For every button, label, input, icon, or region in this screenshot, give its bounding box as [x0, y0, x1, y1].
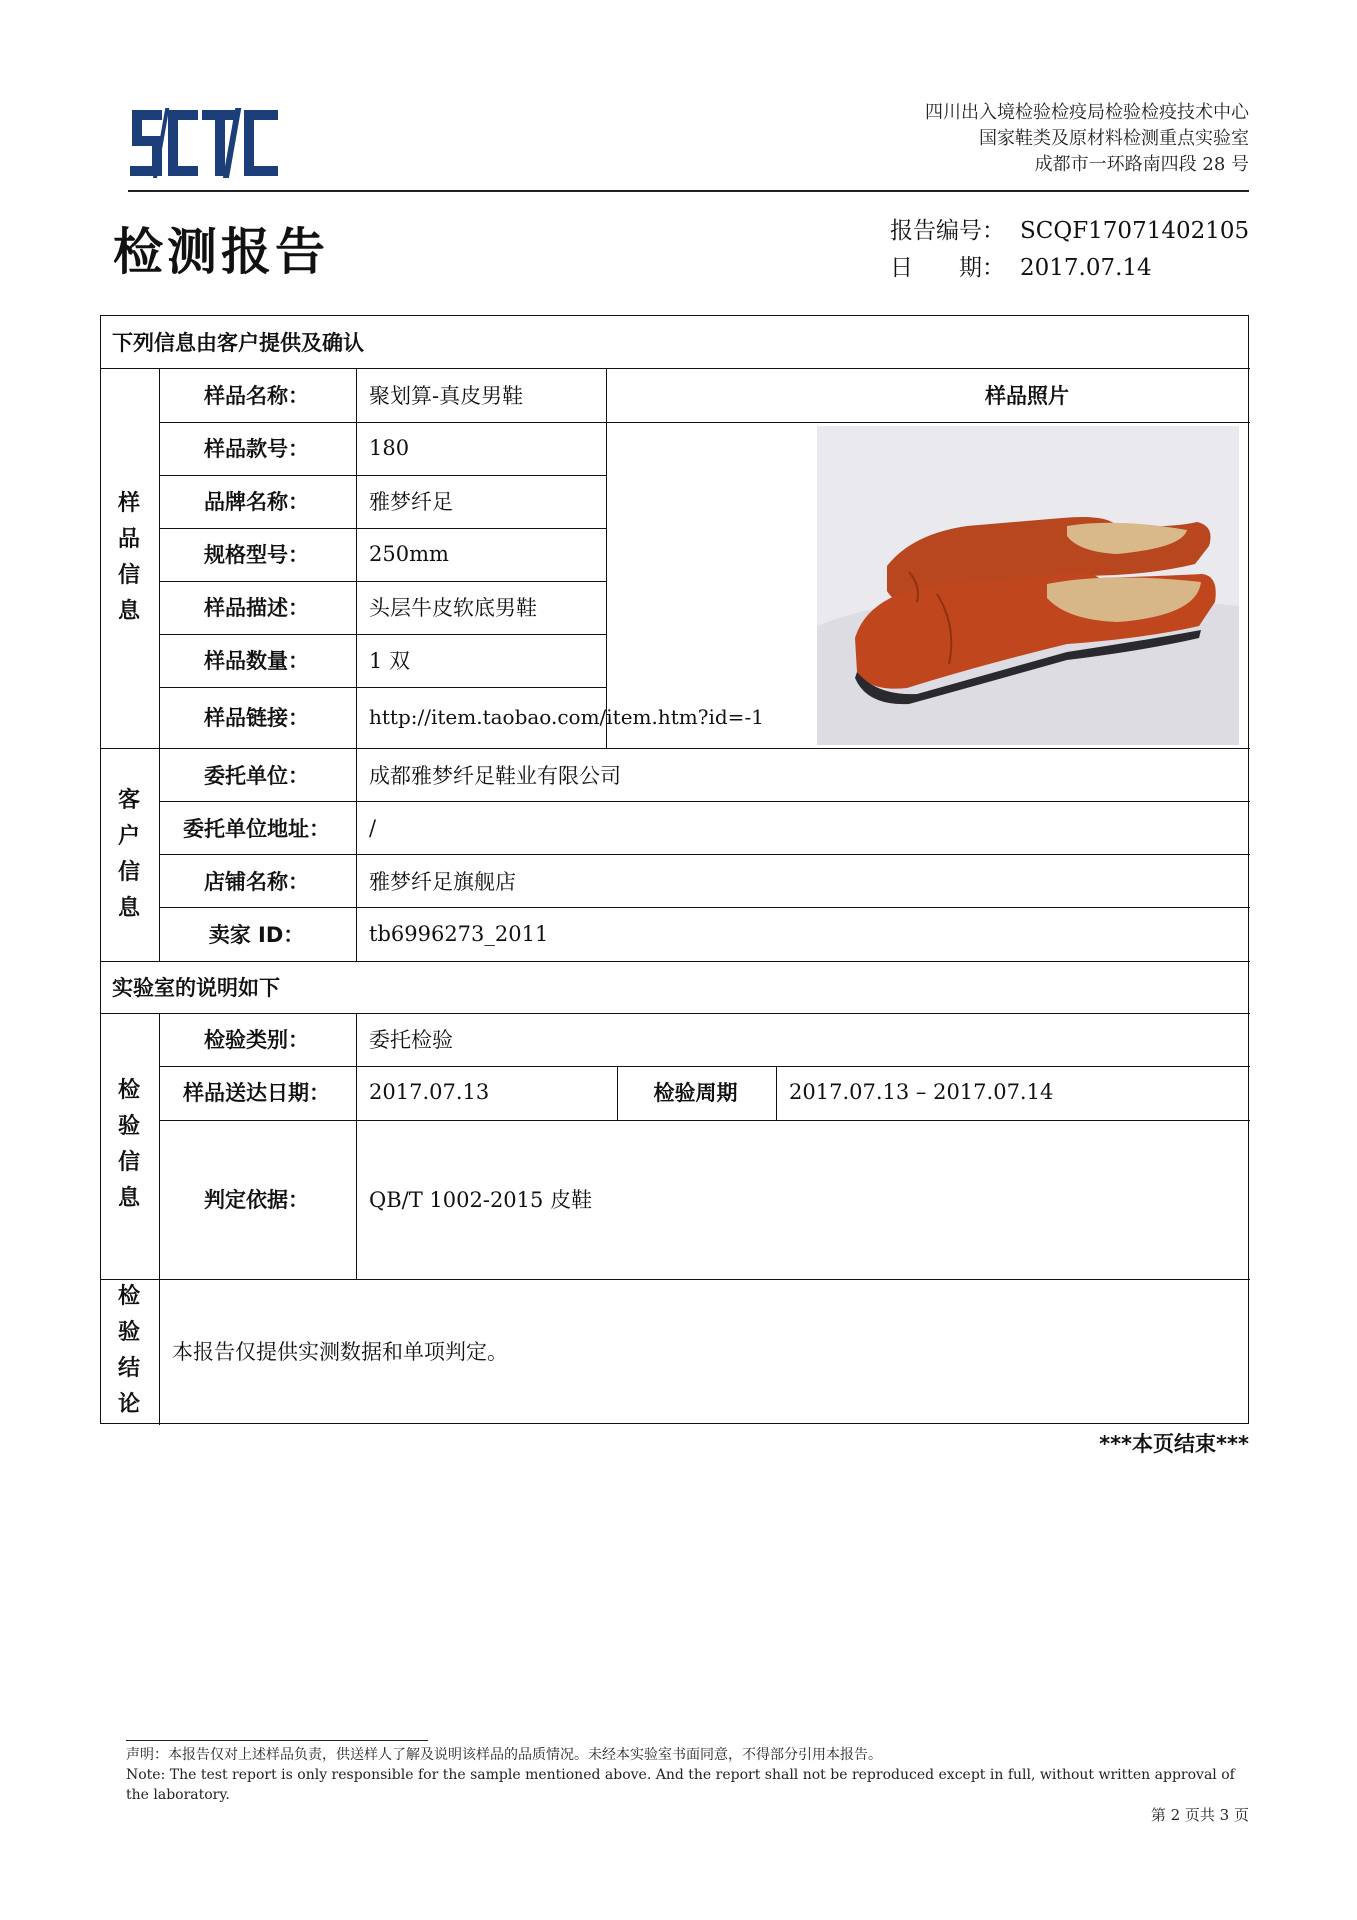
inspection-type-label: 检验类别：: [204, 1027, 309, 1052]
store-name-label: 店铺名称：: [204, 869, 309, 894]
group-label-char: 样: [117, 491, 140, 516]
seller-id-label: 卖家 ID：: [208, 923, 305, 947]
brand-name-label: 品牌名称：: [204, 489, 309, 514]
sample-name-label: 样品名称：: [204, 384, 309, 408]
client-company-label: 委托单位：: [204, 763, 309, 788]
conclusion-text: 本报告仅提供实测数据和单项判定。: [172, 1340, 508, 1364]
sample-description-label: 样品描述：: [204, 595, 309, 620]
group-label-text: [118, 1073, 140, 1217]
delivery-date-value: 2017.07.13: [369, 1080, 490, 1104]
client-info-group-label: [100, 748, 158, 961]
report-no-label: 报告编号：: [890, 218, 1005, 244]
sample-photo-header: 样品照片: [985, 384, 1069, 408]
group-label-text: [118, 486, 140, 630]
header-divider: [128, 190, 1249, 192]
store-name-value: 雅梦纤足旗舰店: [369, 869, 516, 894]
group-label-char: 检: [117, 1078, 140, 1103]
group-label-char: 息: [117, 895, 140, 921]
org-line: 国家鞋类及原材料检测重点实验室: [979, 128, 1249, 149]
client-address-value: /: [369, 815, 377, 840]
client-provided-intro: 下列信息由客户提供及确认: [112, 330, 364, 355]
group-label-char: 结: [117, 1356, 140, 1381]
group-label-char: 息: [117, 1186, 140, 1211]
page-title: 检测报告: [113, 223, 329, 281]
date-label: 日 期：: [890, 255, 1005, 281]
brand-name-value: 雅梦纤足: [369, 489, 453, 514]
statement-text: 声明：本报告仅对上述样品负责，供送样人了解及说明该样品的品质情况。未经本实验室书面同意，不得部分引用本报告。: [126, 1747, 882, 1763]
lab-notes-intro: 实验室的说明如下: [112, 975, 280, 1000]
sample-style-value: 180: [369, 435, 410, 460]
group-label-char: 信: [117, 859, 140, 885]
report-date: 2017.07.14: [1020, 255, 1152, 281]
spec-model-value: 250mm: [369, 541, 449, 566]
judgment-basis-label: 判定依据：: [204, 1187, 309, 1212]
note-text: Note: The test report is only responsible for the sample mentioned above. And the report shall not be reproduced except in full, without written approval of the laboratory.: [126, 1767, 1235, 1803]
client-address-label: 委托单位地址：: [183, 816, 330, 841]
sample-style-label: 样品款号：: [204, 436, 309, 461]
spec-model-label: 规格型号：: [204, 542, 309, 567]
org-line: 成都市一环路南四段 28 号: [1034, 154, 1249, 175]
group-label-char: 验: [117, 1114, 140, 1139]
group-label-char: 客: [117, 787, 140, 813]
page-number: 第 2 页共 3 页: [1150, 1806, 1249, 1824]
report-meta: [890, 213, 1249, 287]
sample-name-value: 聚划算-真皮男鞋: [369, 384, 524, 408]
page-end-mark: ***本页结束***: [1099, 1432, 1249, 1456]
footnote-divider: [126, 1740, 428, 1741]
group-label-text: [118, 783, 140, 927]
footnote: [126, 1745, 1236, 1805]
sample-quantity-value: 1 双: [369, 648, 411, 673]
group-label-char: 户: [117, 823, 140, 849]
group-label-char: 品: [117, 527, 140, 552]
seller-id-value: tb6996273_2011: [369, 922, 549, 946]
client-company-value: 成都雅梦纤足鞋业有限公司: [369, 763, 621, 788]
inspection-type-value: 委托检验: [369, 1027, 453, 1052]
group-label-char: 信: [117, 1150, 140, 1175]
sample-info-group-label: [100, 368, 158, 748]
group-label-char: 验: [117, 1320, 140, 1345]
organization-block: [925, 100, 1249, 178]
inspection-info-group-label: [100, 1012, 158, 1278]
group-label-char: 信: [117, 563, 140, 588]
group-label-text: [118, 1279, 140, 1423]
sample-quantity-label: 样品数量：: [204, 648, 309, 673]
report-no: SCQF17071402105: [1020, 218, 1250, 244]
sample-description-value: 头层牛皮软底男鞋: [369, 595, 537, 620]
org-line: 四川出入境检验检疫局检验检疫技术中心: [925, 102, 1249, 123]
sample-link-value[interactable]: http://item.taobao.com/item.htm?id=-1: [369, 704, 764, 729]
sctc-logo: [128, 104, 292, 182]
inspection-period-label: 检验周期: [653, 1081, 738, 1105]
group-label-char: 息: [117, 599, 140, 624]
judgment-basis-value: QB/T 1002-2015 皮鞋: [369, 1187, 593, 1212]
sample-shoe-photo: [817, 426, 1239, 745]
inspection-period-value: 2017.07.13 – 2017.07.14: [789, 1080, 1054, 1104]
sample-link-label: 样品链接：: [204, 705, 309, 730]
group-label-char: 检: [117, 1284, 140, 1309]
group-label-char: 论: [117, 1392, 140, 1417]
conclusion-group-label: [100, 1278, 158, 1424]
delivery-date-label: 样品送达日期：: [183, 1081, 330, 1105]
